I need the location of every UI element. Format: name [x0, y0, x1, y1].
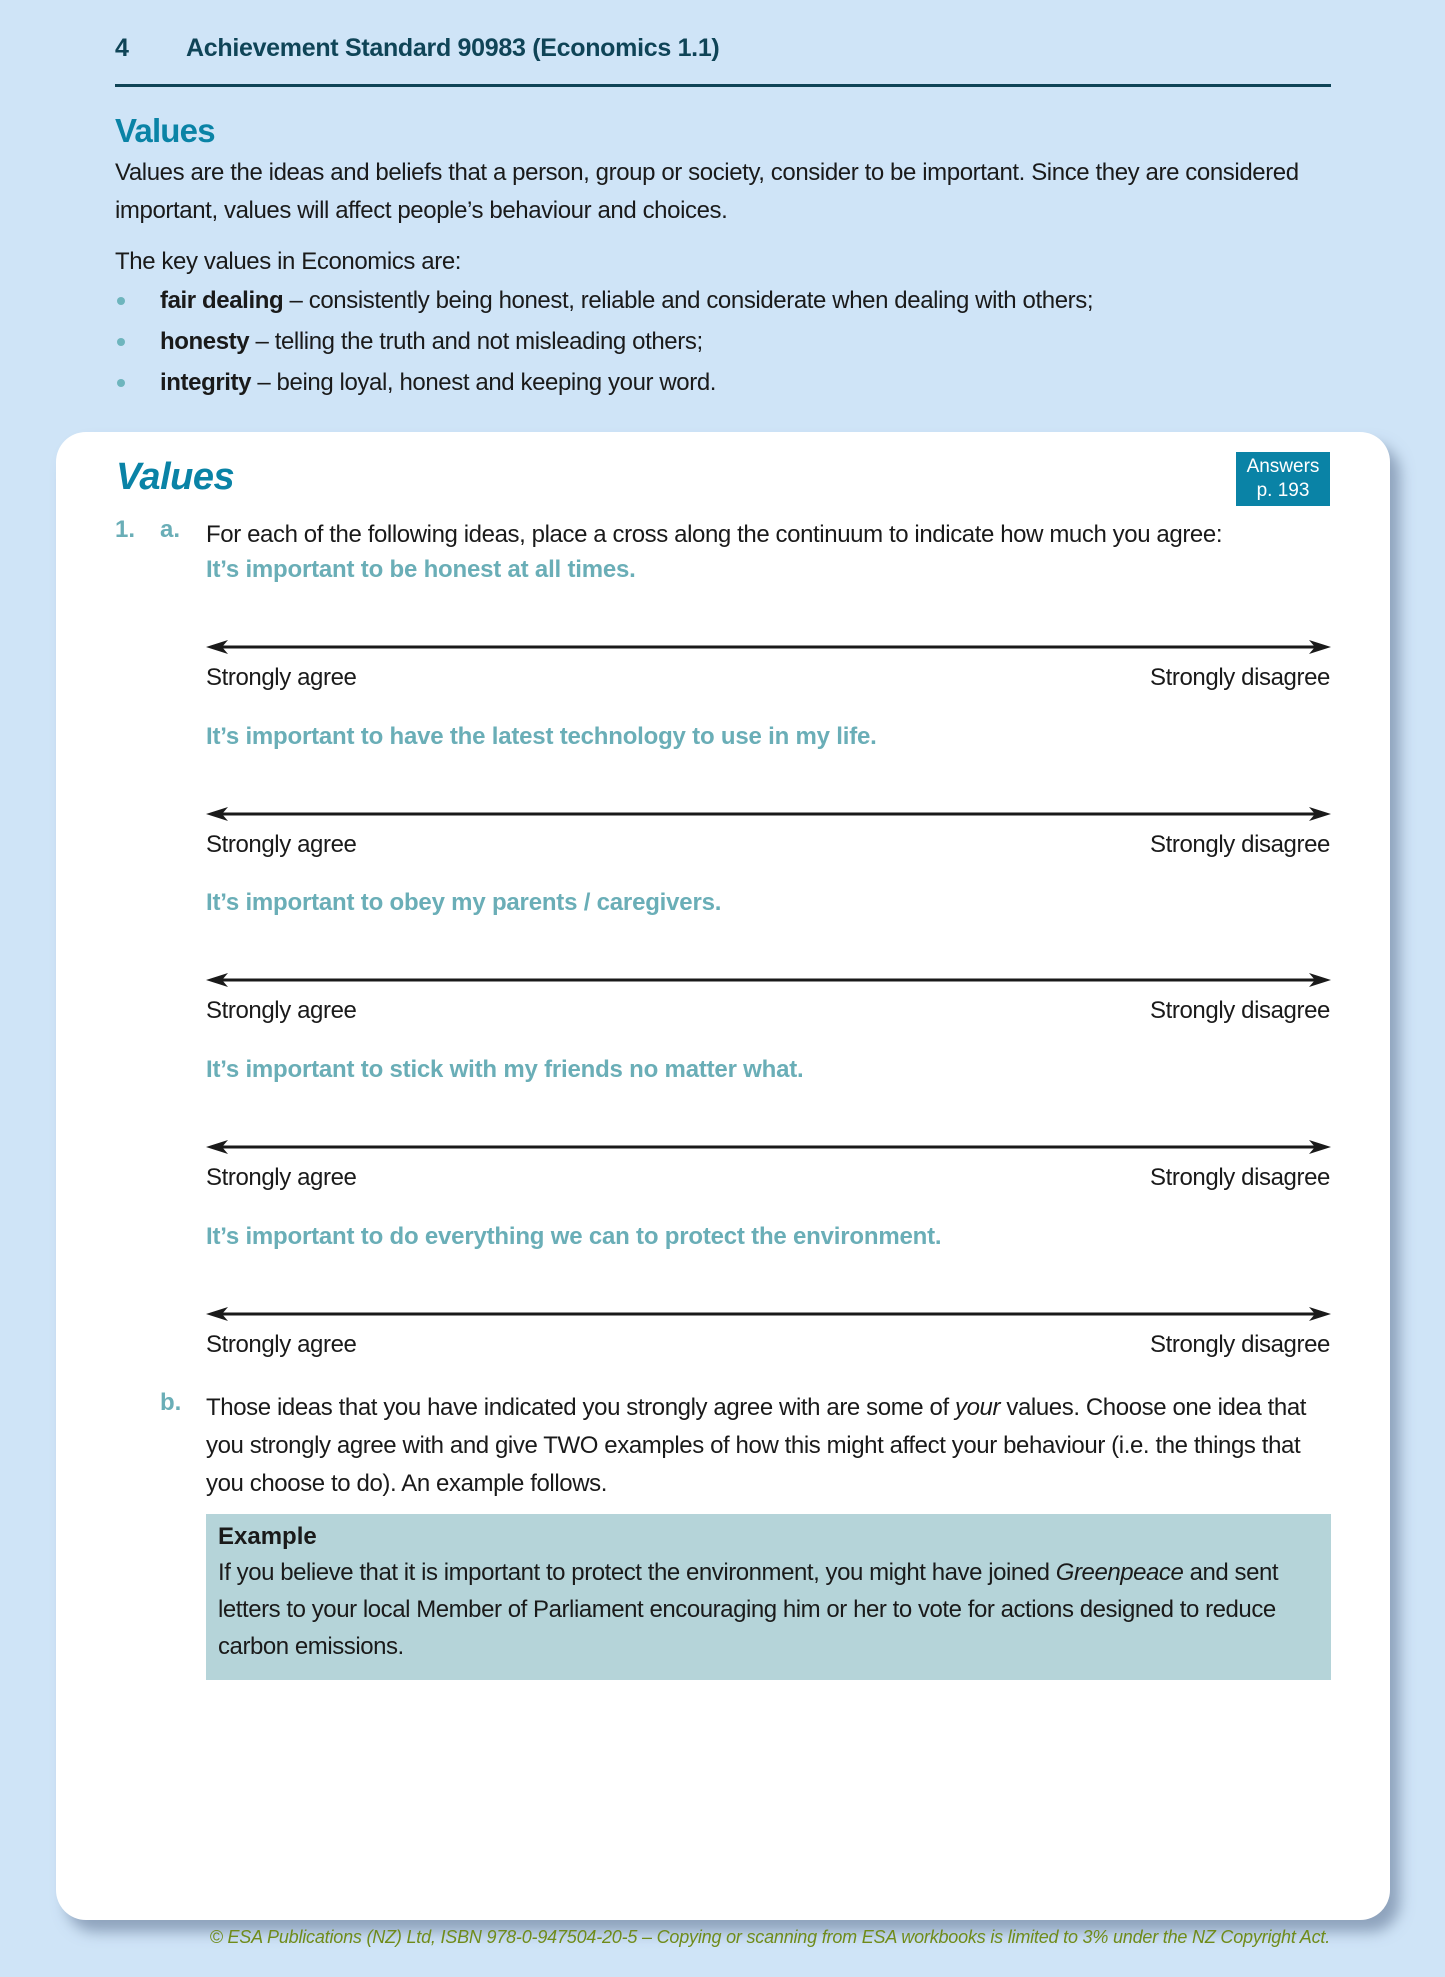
- example-title: Example: [218, 1523, 317, 1550]
- header-title: Achievement Standard 90983 (Economics 1.1): [186, 34, 720, 62]
- example-emphasis: Greenpeace: [1055, 1559, 1184, 1586]
- key-values-list: [115, 282, 1093, 405]
- agreement-continuum-arrow[interactable]: [206, 637, 1331, 657]
- answers-badge: [1236, 452, 1330, 506]
- key-value-item: [115, 282, 1093, 323]
- scale-label-strongly-disagree: Strongly disagree: [1150, 664, 1330, 691]
- statement-text: It’s important to obey my parents / caregivers.: [206, 889, 722, 916]
- agreement-continuum-arrow[interactable]: [206, 1304, 1331, 1324]
- statement-text: It’s important to stick with my friends no matter what.: [206, 1056, 804, 1083]
- key-value-definition: – consistently being honest, reliable and considerate when dealing with others;: [283, 287, 1094, 314]
- bullet-icon: [117, 297, 125, 305]
- scale-label-strongly-disagree: Strongly disagree: [1150, 1331, 1330, 1358]
- example-text-2: and sent letters to your local Member of Parliament encouraging him or her to vote for actions designed to reduce carbon emissions.: [218, 1559, 1279, 1660]
- agreement-continuum-arrow[interactable]: [206, 970, 1331, 990]
- scale-label-strongly-agree: Strongly agree: [206, 1164, 357, 1191]
- agreement-continuum-arrow[interactable]: [206, 804, 1331, 824]
- part-b-emphasis: your: [955, 1394, 1001, 1421]
- intro-paragraph: Values are the ideas and beliefs that a person, group or society, consider to be important. Since they are considered important, values will affect people’s behaviour and choices.: [115, 159, 1299, 224]
- scale-label-strongly-disagree: Strongly disagree: [1150, 1164, 1330, 1191]
- bullet-icon: [117, 379, 125, 387]
- activity-title: Values: [116, 456, 235, 498]
- part-b-text: [206, 1389, 1336, 1503]
- scale-label-strongly-disagree: Strongly disagree: [1150, 831, 1330, 858]
- key-value-term: fair dealing: [160, 287, 284, 314]
- answers-page: p. 193: [1256, 480, 1310, 501]
- example-box: [206, 1514, 1331, 1680]
- scale-label-strongly-agree: Strongly agree: [206, 831, 357, 858]
- key-value-item: [115, 364, 1093, 405]
- statement-text: It’s important to do everything we can to protect the environment.: [206, 1223, 942, 1250]
- page-number: 4: [115, 34, 129, 62]
- key-values-intro: The key values in Economics are:: [115, 248, 462, 275]
- scale-label-strongly-disagree: Strongly disagree: [1150, 997, 1330, 1024]
- key-value-term: honesty: [160, 328, 250, 355]
- part-a-instruction: For each of the following ideas, place a cross along the continuum to indicate how much you agree:: [206, 521, 1223, 548]
- key-value-definition: – telling the truth and not misleading others;: [249, 328, 703, 355]
- bullet-icon: [117, 338, 125, 346]
- example-text-1: If you believe that it is important to protect the environment, you might have joined: [218, 1559, 1056, 1586]
- part-b-text-1: Those ideas that you have indicated you strongly agree with are some of: [206, 1394, 955, 1421]
- scale-label-strongly-agree: Strongly agree: [206, 1331, 357, 1358]
- example-text: [218, 1554, 1319, 1665]
- part-b-text-2: values. Choose one idea that you strongly agree with and give TWO examples of how this might affect your behaviour (i.e. the things that you choose to do). An example follows.: [206, 1394, 1307, 1497]
- statement-text: It’s important to be honest at all times.: [206, 556, 636, 583]
- scale-label-strongly-agree: Strongly agree: [206, 997, 357, 1024]
- statement-text: It’s important to have the latest technology to use in my life.: [206, 723, 877, 750]
- section-title: Values: [115, 112, 215, 149]
- page-header: [115, 34, 1330, 63]
- answers-label: Answers: [1246, 456, 1320, 477]
- part-a-label: a.: [160, 516, 181, 543]
- part-b-label: b.: [160, 1389, 182, 1416]
- header-rule: [115, 84, 1331, 87]
- copyright-footer: © ESA Publications (NZ) Ltd, ISBN 978-0-947504-20-5 – Copying or scanning from ESA workbooks is limited to 3% under the NZ Copyright Act.: [209, 1927, 1330, 1947]
- question-number: 1.: [115, 516, 136, 543]
- agreement-continuum-arrow[interactable]: [206, 1137, 1331, 1157]
- key-value-term: integrity: [160, 369, 252, 396]
- key-value-definition: – being loyal, honest and keeping your word.: [251, 369, 717, 396]
- scale-label-strongly-agree: Strongly agree: [206, 664, 357, 691]
- key-value-item: [115, 323, 1093, 364]
